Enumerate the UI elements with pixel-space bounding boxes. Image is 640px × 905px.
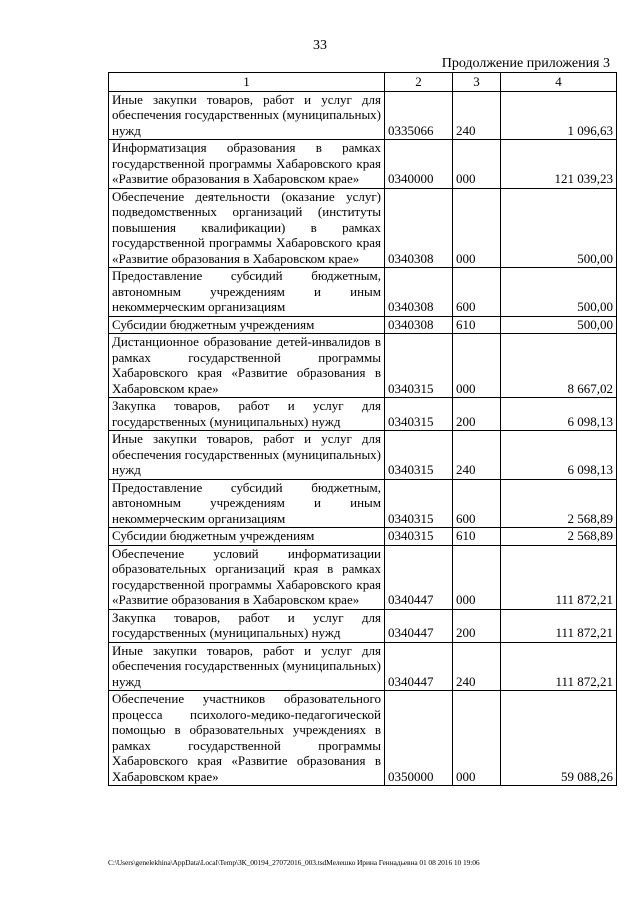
row-type-cell: 200: [453, 609, 501, 642]
row-name-cell: Обеспечение деятельности (оказание услуг) подведомственных организаций (институты повышения квалификации) в рамках государственной программы Хабаровского края «Развитие образования в Хабаровском крае»: [109, 188, 385, 268]
table-row: [109, 188, 617, 268]
row-name-cell: Обеспечение участников образовательного процесса психолого-медико-педагогической помощью в образовательных учреждениях в рамках государственной программы Хабаровского края «Развитие образования в Хабаровском крае»: [109, 691, 385, 786]
row-sum-cell: 2 568,89: [501, 528, 617, 546]
row-type-cell: 000: [453, 140, 501, 189]
row-sum-cell: 111 872,21: [501, 609, 617, 642]
page-number: 33: [313, 38, 327, 53]
table-row: [109, 140, 617, 189]
row-type-cell: 240: [453, 431, 501, 480]
row-sum-cell: 500,00: [501, 316, 617, 334]
row-name-cell: Дистанционное образование детей-инвалидов в рамках государственной программы Хабаровского края «Развитие образования в Хабаровском крае»: [109, 334, 385, 398]
row-sum-cell: 500,00: [501, 268, 617, 317]
row-name-cell: Обеспечение условий информатизации образовательных организаций края в рамках государственной программы Хабаровского края «Развитие образования в Хабаровском крае»: [109, 545, 385, 609]
table-row: [109, 609, 617, 642]
row-code-cell: 0340447: [385, 545, 453, 609]
row-sum-cell: 121 039,23: [501, 140, 617, 189]
row-type-cell: 600: [453, 268, 501, 317]
row-code-cell: 0340447: [385, 609, 453, 642]
row-type-cell: 610: [453, 528, 501, 546]
row-sum-cell: 59 088,26: [501, 691, 617, 786]
row-sum-cell: 6 098,13: [501, 398, 617, 431]
row-name-cell: Субсидии бюджетным учреждениям: [109, 316, 385, 334]
row-name-cell: Закупка товаров, работ и услуг для государственных (муниципальных) нужд: [109, 609, 385, 642]
row-name-cell: Иные закупки товаров, работ и услуг для обеспечения государственных (муниципальных) нужд: [109, 91, 385, 140]
column-header-4: 4: [501, 73, 617, 92]
table-row: [109, 545, 617, 609]
row-name-cell: Иные закупки товаров, работ и услуг для обеспечения государственных (муниципальных) нужд: [109, 642, 385, 691]
row-type-cell: 000: [453, 545, 501, 609]
row-type-cell: 000: [453, 334, 501, 398]
table-row: [109, 91, 617, 140]
table-row: [109, 528, 617, 546]
column-header-1: 1: [109, 73, 385, 92]
row-code-cell: 0340308: [385, 188, 453, 268]
table-row: [109, 479, 617, 528]
row-type-cell: 000: [453, 691, 501, 786]
row-code-cell: 0340315: [385, 528, 453, 546]
table-row: [109, 268, 617, 317]
row-code-cell: 0340315: [385, 398, 453, 431]
row-type-cell: 240: [453, 91, 501, 140]
row-code-cell: 0340315: [385, 334, 453, 398]
row-name-cell: Закупка товаров, работ и услуг для государственных (муниципальных) нужд: [109, 398, 385, 431]
table-row: [109, 316, 617, 334]
row-code-cell: 0340447: [385, 642, 453, 691]
row-sum-cell: 1 096,63: [501, 91, 617, 140]
row-type-cell: 600: [453, 479, 501, 528]
budget-table: [108, 72, 617, 786]
row-sum-cell: 2 568,89: [501, 479, 617, 528]
row-type-cell: 000: [453, 188, 501, 268]
row-name-cell: Предоставление субсидий бюджетным, автономным учреждениям и иным некоммерческим организациям: [109, 479, 385, 528]
row-sum-cell: 500,00: [501, 188, 617, 268]
table-row: [109, 642, 617, 691]
row-sum-cell: 111 872,21: [501, 642, 617, 691]
footer-file-path: C:\Users\genelekhina\AppData\Local\Temp\ЗК_00194_27072016_003.tsdМелешко Ирина Геннадьевна 01 08 2016 10 19:06: [108, 858, 480, 867]
table-row: [109, 431, 617, 480]
row-sum-cell: 111 872,21: [501, 545, 617, 609]
row-code-cell: 0335066: [385, 91, 453, 140]
table-row: [109, 691, 617, 786]
row-code-cell: 0340000: [385, 140, 453, 189]
continuation-label: Продолжение приложения 3: [441, 56, 610, 71]
row-name-cell: Иные закупки товаров, работ и услуг для обеспечения государственных (муниципальных) нужд: [109, 431, 385, 480]
column-header-2: 2: [385, 73, 453, 92]
row-name-cell: Информатизация образования в рамках государственной программы Хабаровского края «Развитие образования в Хабаровском крае»: [109, 140, 385, 189]
row-type-cell: 610: [453, 316, 501, 334]
row-name-cell: Предоставление субсидий бюджетным, автономным учреждениям и иным некоммерческим организациям: [109, 268, 385, 317]
table-row: [109, 334, 617, 398]
table-body: [109, 91, 617, 786]
column-header-3: 3: [453, 73, 501, 92]
column-numbers-row: [109, 73, 617, 92]
row-code-cell: 0340308: [385, 268, 453, 317]
table-row: [109, 398, 617, 431]
row-type-cell: 240: [453, 642, 501, 691]
row-sum-cell: 6 098,13: [501, 431, 617, 480]
row-code-cell: 0340308: [385, 316, 453, 334]
row-code-cell: 0340315: [385, 431, 453, 480]
row-name-cell: Субсидии бюджетным учреждениям: [109, 528, 385, 546]
row-code-cell: 0350000: [385, 691, 453, 786]
row-type-cell: 200: [453, 398, 501, 431]
row-code-cell: 0340315: [385, 479, 453, 528]
row-sum-cell: 8 667,02: [501, 334, 617, 398]
